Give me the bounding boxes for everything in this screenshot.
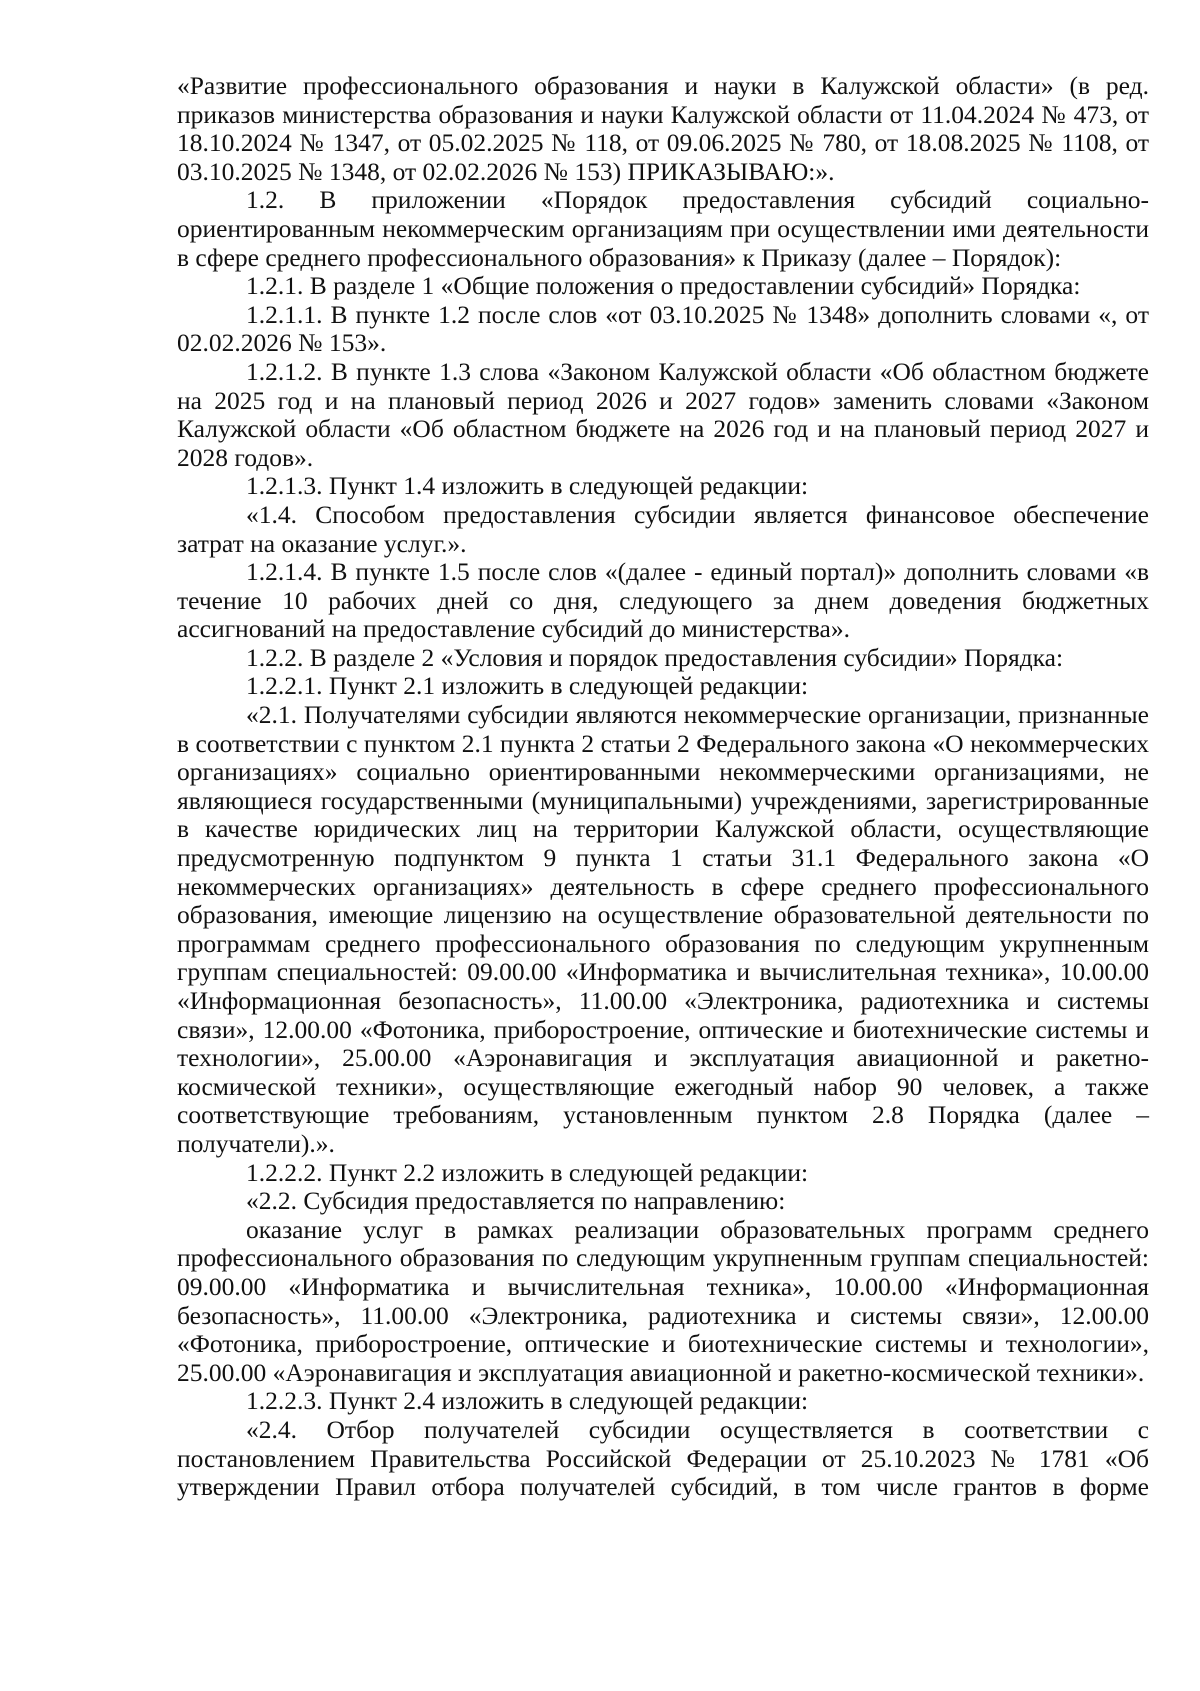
paragraph-1-2-1-2: 1.2.1.2. В пункте 1.3 слова «Законом Калужской области «Об областном бюджете на 2025 год и на плановый период 2026 и 2027 годов» заменить словами «Законом Калужской области «Об областном бюджете на 2026 год и на плановый период 2027 и 2028 годов». [177, 356, 1149, 472]
paragraph-quote-2-4: «2.4. Отбор получателей субсидии осуществляется в соответствии с постановлением Правительства Российской Федерации от 25.10.2023 № 1781 «Об утверждении Правил отбора получателей субсидий, в том числе грантов в форме [177, 1414, 1149, 1502]
paragraph-1-2-1-3: 1.2.1.3. Пункт 1.4 изложить в следующей редакции: [246, 471, 809, 501]
paragraph-services: оказание услуг в рамках реализации образовательных программ среднего профессионального образования по следующим укрупненным группам специальностей: 09.00.00 «Информатика и вычислительная техника», 10.00.00 «Информационная безопасность», 11.00.00 «Электроника, радиотехника и системы связи», 12.00.00 «Фотоника, приборостроение, оптические и биотехнические системы и технологии», 25.00.00 «Аэронавигация и эксплуатация авиационной и ракетно-космической техники». [177, 1214, 1149, 1387]
paragraph-1-2-1: 1.2.1. В разделе 1 «Общие положения о предоставлении субсидий» Порядка: [246, 271, 1081, 301]
paragraph-1-2: 1.2. В приложении «Порядок предоставления субсидий социально-ориентированным некоммерческим организациям при осуществлении ими деятельности в сфере среднего профессионального образования» к Приказу (далее – Порядок): [177, 185, 1149, 272]
paragraph-1-2-2-3: 1.2.2.3. Пункт 2.4 изложить в следующей редакции: [246, 1386, 809, 1416]
paragraph-1-2-2-1: 1.2.2.1. Пункт 2.1 изложить в следующей редакции: [246, 671, 809, 701]
paragraph-1-2-2-2: 1.2.2.2. Пункт 2.2 изложить в следующей редакции: [246, 1157, 809, 1187]
paragraph-quote-2-2: «2.2. Субсидия предоставляется по направлению: [246, 1186, 786, 1216]
paragraph-1-2-1-1: 1.2.1.1. В пункте 1.2 после слов «от 03.10.2025 № 1348» дополнить словами «, от 02.02.2026 № 153». [177, 299, 1149, 358]
document-page [177, 72, 1149, 1502]
paragraph-1-2-1-4: 1.2.1.4. В пункте 1.5 после слов «(далее - единый портал)» дополнить словами «в течение 10 рабочих дней со дня, следующего за днем доведения бюджетных ассигнований на предоставление субсидий до министерства». [177, 557, 1149, 644]
paragraph-quote-2-1: «2.1. Получателями субсидии являются некоммерческие организации, признанные в соответствии с пунктом 2.1 пункта 2 статьи 2 Федерального закона «О некоммерческих организациях» социально ориентированными некоммерческими организациями, не являющиеся государственными (муниципальными) учреждениями, зарегистрированные в качестве юридических лиц на территории Калужской области, осуществляющие предусмотренную подпунктом 9 пункта 1 статьи 31.1 Федерального закона «О некоммерческих организациях» деятельность в сфере среднего профессионального образования, имеющие лицензию на осуществление образовательной деятельности по программам среднего профессионального образования по следующим укрупненным группам специальностей: 09.00.00 «Информатика и вычислительная техника», 10.00.00 «Информационная безопасность», 11.00.00 «Электроника, радиотехника и системы связи», 12.00.00 «Фотоника, приборостроение, оптические и биотехнические системы и технологии», 25.00.00 «Аэронавигация и эксплуатация авиационной и ракетно-космической техники», осуществляющие ежегодный набор 90 человек, а также соответствующие требованиям, установленным пунктом 2.8 Порядка (далее – получатели).». [177, 700, 1149, 1158]
paragraph-1-2-2: 1.2.2. В разделе 2 «Условия и порядок предоставления субсидии» Порядка: [246, 642, 1064, 672]
paragraph-intro-continuation: «Развитие профессионального образования и науки в Калужской области» (в ред. приказов министерства образования и науки Калужской области от 11.04.2024 № 473, от 18.10.2024 № 1347, от 05.02.2025 № 118, от 09.06.2025 № 780, от 18.08.2025 № 1108, от 03.10.2025 № 1348, от 02.02.2026 № 153) ПРИКАЗЫВАЮ:». [177, 71, 1149, 186]
paragraph-quote-1-4: «1.4. Способом предоставления субсидии является финансовое обеспечение затрат на оказание услуг.». [177, 499, 1149, 558]
